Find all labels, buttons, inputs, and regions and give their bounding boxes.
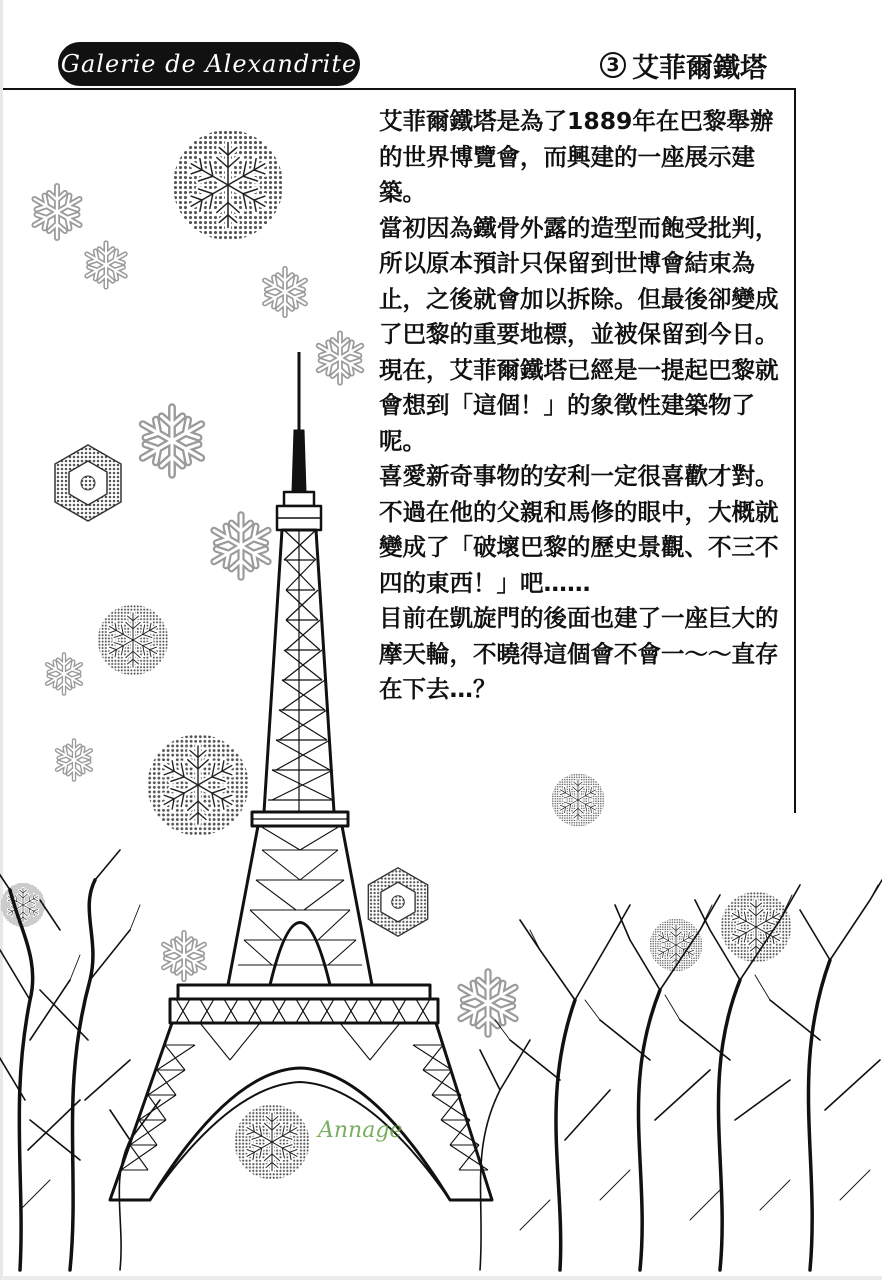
- snowflake-icon: [173, 130, 283, 240]
- paragraph: 艾菲爾鐵塔是為了1889年在巴黎舉辦的世界博覽會，而興建的一座展示建築。: [379, 107, 774, 206]
- paragraph: 當初因為鐵骨外露的造型而飽受批判，所以原本預計只保留到世博會結束為止，之後就會加以拆除。但最後卻變成了巴黎的重要地標，並被保留到今日。: [379, 213, 779, 348]
- chapter-heading: [600, 46, 767, 84]
- artist-signature: Annage: [318, 1118, 403, 1143]
- article-body: [379, 104, 779, 708]
- paragraph: 喜愛新奇事物的安利一定很喜歡才對。不過在他的父親和馬修的眼中，大概就變成了「破壞巴黎的歷史景觀、不三不四的東西！」吧……: [379, 462, 779, 597]
- frame-right-border: [794, 88, 796, 813]
- series-title-badge: [58, 42, 360, 86]
- series-title: Galerie de Alexandrite: [60, 50, 358, 78]
- chapter-title: 艾菲爾鐵塔: [632, 52, 767, 84]
- paragraph: 目前在凱旋門的後面也建了一座巨大的摩天輪，不曉得這個會不會一～～直存在下去…？: [379, 604, 779, 703]
- frame-top-border: [3, 88, 796, 90]
- paragraph: 現在，艾菲爾鐵塔已經是一提起巴黎就會想到「這個！」的象徵性建築物了呢。: [379, 355, 779, 455]
- chapter-number-badge: 3: [600, 52, 626, 78]
